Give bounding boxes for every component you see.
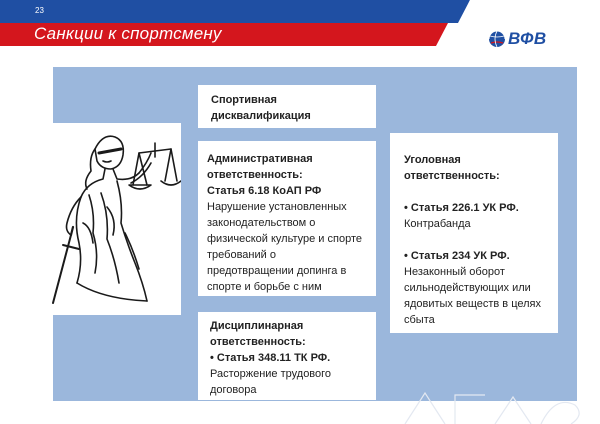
admin-article: Статья 6.18 КоАП РФ xyxy=(207,185,322,197)
crim-article-2: • Статья 234 УК РФ. xyxy=(404,250,510,262)
justice-illustration xyxy=(43,123,181,315)
disciplinary-liability-card xyxy=(198,312,376,400)
logo-text: ВФВ xyxy=(508,29,547,48)
disc-title-line1: Дисциплинарная xyxy=(210,320,304,332)
crim-title-line1: Уголовная xyxy=(404,154,461,166)
disc-title-line2: ответственность: xyxy=(210,336,306,348)
sport-title-line1: Спортивная xyxy=(211,94,277,106)
admin-desc-line: Нарушение установленных xyxy=(207,201,347,213)
crim-desc-2-line: сбыта xyxy=(404,314,435,326)
admin-desc-line: спорте и борьбе с ним xyxy=(207,281,322,293)
background-watermark xyxy=(395,385,595,424)
slide-title: Санкции к спортсмену xyxy=(34,24,222,43)
admin-desc-line: законодательством о xyxy=(207,217,316,229)
crim-desc-2-line: сильнодействующих или xyxy=(404,282,531,294)
crim-desc-1: Контрабанда xyxy=(404,218,471,230)
lady-justice-icon xyxy=(43,123,181,315)
disc-desc-line: договора xyxy=(210,384,257,396)
sport-title-line2: дисквалификация xyxy=(211,110,311,122)
crim-desc-2-line: Незаконный оборот xyxy=(404,266,505,278)
criminal-liability-card xyxy=(390,133,558,333)
admin-title-line2: ответственность: xyxy=(207,169,303,181)
admin-desc-line: предотвращении допинга в xyxy=(207,265,347,277)
crim-title-line2: ответственность: xyxy=(404,170,500,182)
crim-article-1: • Статья 226.1 УК РФ. xyxy=(404,202,519,214)
admin-title-line1: Административная xyxy=(207,153,313,165)
disc-desc-line: Расторжение трудового xyxy=(210,368,332,380)
sport-disqualification-card xyxy=(198,85,376,128)
admin-desc-line: требований о xyxy=(207,249,276,261)
admin-desc-line: физической культуре и спорте xyxy=(207,233,362,245)
disc-article: • Статья 348.11 ТК РФ. xyxy=(210,352,331,364)
crim-desc-2-line: ядовитых веществ в целях xyxy=(404,298,542,310)
slide-number: 23 xyxy=(35,6,44,15)
administrative-liability-card xyxy=(198,141,376,296)
